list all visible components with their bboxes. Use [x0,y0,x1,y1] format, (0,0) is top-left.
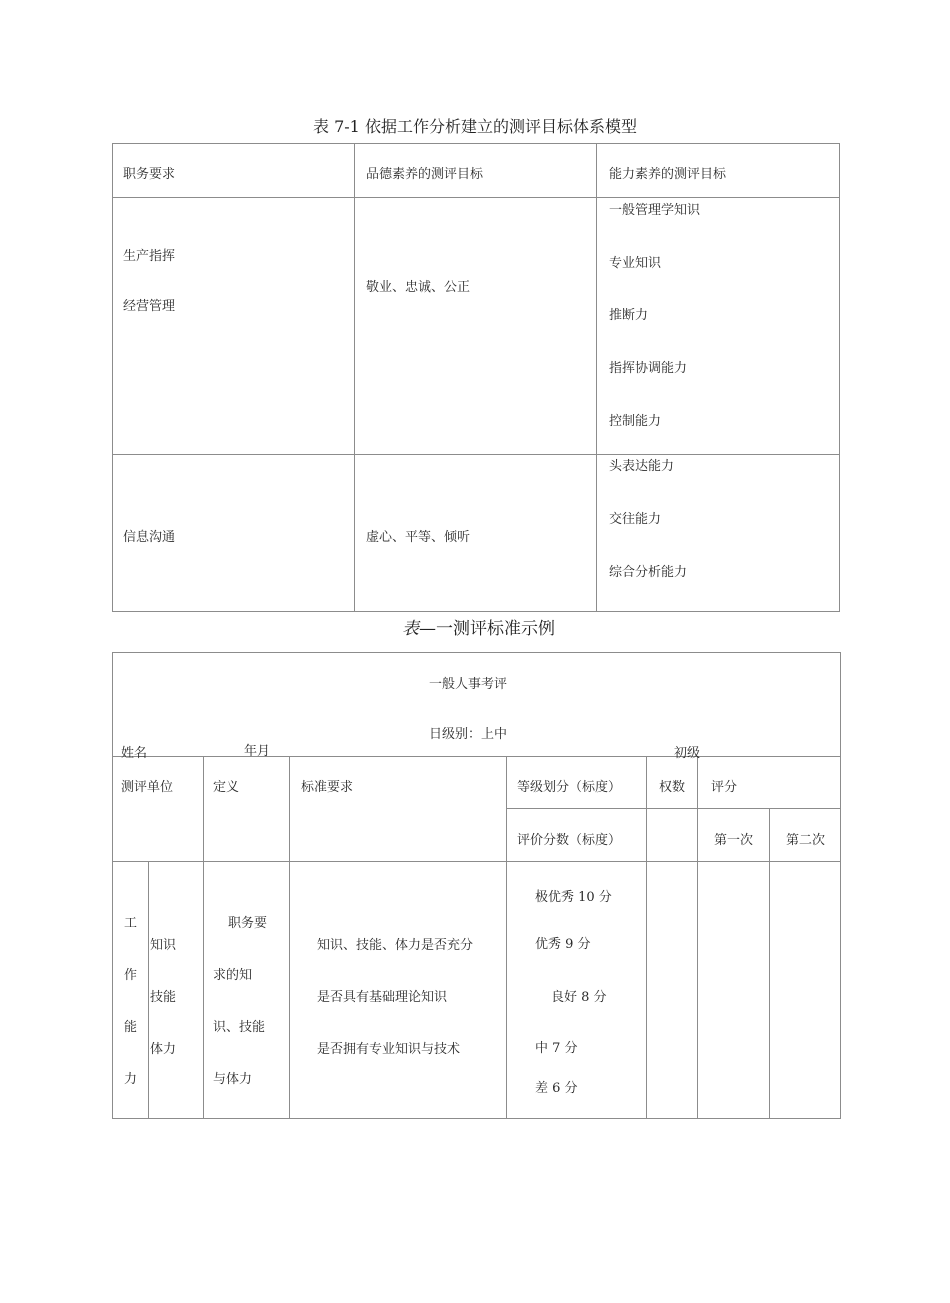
table1-row1-requirement: 经营管理 [123,299,176,314]
table2-standard-line: 知识、技能、体力是否充分 [317,938,474,953]
table2-title [402,614,555,639]
table1-row1-ability: 一般管理学知识 [609,203,701,218]
table1-row2-moral: 虚心、平等、倾听 [366,530,471,545]
table2-header-first: 第一次 [714,833,754,848]
table2-header-grade-division: 等级划分（标度） [517,780,622,795]
table2-definition-line: 求的知 [213,968,253,983]
table2-sub-item: 技能 [150,990,177,1005]
table2-standard-line: 是否具有基础理论知识 [317,990,448,1005]
table1-header-requirement: 职务要求 [123,167,176,182]
table2-category-char: 作 [124,968,138,983]
table2-grade: 中 7 分 [535,1041,578,1056]
table2-header-eval-score: 评价分数（标度） [517,833,622,848]
table2-category-char: 能 [124,1020,138,1035]
table2-header-unit: 测评单位 [121,780,174,795]
table1-header-ability: 能力素养的测评目标 [609,167,727,182]
table2-header-standard: 标准要求 [301,780,354,795]
table2-header-weight: 权数 [659,780,686,795]
table1-row1-requirement: 生产指挥 [123,249,176,264]
table2-category-char: 力 [124,1072,138,1087]
table2-grade: 极优秀 10 分 [535,890,612,905]
table2-header-definition: 定义 [213,780,240,795]
table2-category-char: 工 [124,916,138,931]
table2-standard-line: 是否拥有专业知识与技术 [317,1042,461,1057]
table2-name-label: 姓名 [121,746,148,761]
table2-grade: 良好 8 分 [551,990,607,1005]
table2-title-rest: —一测评标准示例 [419,619,555,639]
table2-grade: 差 6 分 [535,1081,578,1096]
table2-header-second: 第二次 [786,833,826,848]
table1-row2-requirement: 信息沟通 [123,530,176,545]
table2-header-score: 评分 [711,780,738,795]
table2-sub-item: 体力 [150,1042,177,1057]
table1-title: 表 7-1 依据工作分析建立的测评目标体系模型 [313,117,637,136]
table2-level-label: 日级别：上中 [429,727,508,742]
table2-grade: 优秀 9 分 [535,937,591,952]
table2-date-label: 年月 [244,744,271,759]
table1-row1-ability: 控制能力 [609,414,662,429]
table1-header-moral: 品德素养的测评目标 [366,167,484,182]
table1-row1-moral: 敬业、忠诚、公正 [366,280,471,295]
table1-row2-ability: 交往能力 [609,512,662,527]
table2-sub-item: 知识 [150,938,177,953]
table2-definition-line: 与体力 [213,1072,253,1087]
table1-row1-ability: 指挥协调能力 [609,361,688,376]
table2-title-prefix: 表 [402,619,419,639]
table2-grade-label: 初级 [674,746,701,761]
table2-definition-line: 识、技能 [213,1020,266,1035]
table1-row1-ability: 推断力 [609,308,649,323]
table2-heading: 一般人事考评 [429,677,508,692]
table2-definition-line: 职务要 [228,916,268,931]
table1-row1-ability: 专业知识 [609,256,662,271]
table1-row2-ability: 综合分析能力 [609,565,688,580]
table1-row2-ability: 头表达能力 [609,459,675,474]
